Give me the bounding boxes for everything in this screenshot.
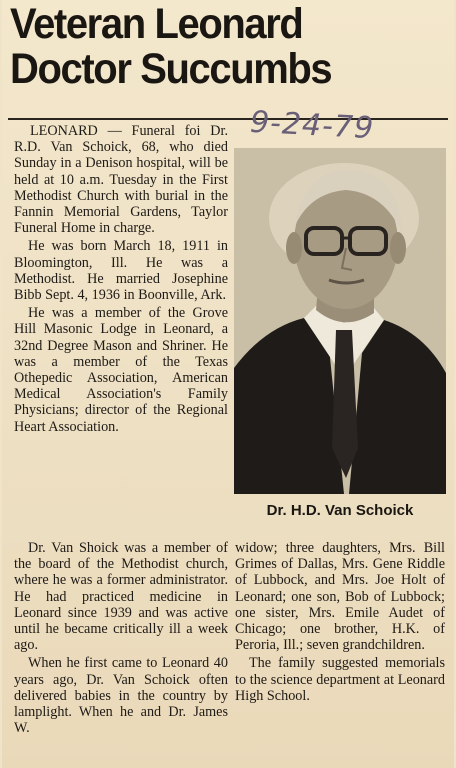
article-column-left-bottom: [14, 540, 228, 738]
photo-caption: Dr. H.D. Van Schoick: [266, 502, 414, 519]
portrait-photo: [234, 148, 446, 494]
paragraph-funeral: LEONARD — Funeral foi Dr. R.D. Van Schoick, 68, who died Sunday in a Denison hospital, will be held at 10 a.m. Tuesday in the First Methodist Church with burial in the Fannin Memorial Gardens, Taylor Funeral Home in charge.: [14, 123, 228, 237]
portrait-image: [234, 148, 446, 494]
paragraph-church-practice: Dr. Van Shoick was a member of the board of the Methodist church, where he was a former administrator. He had practiced medicine in Leonard since 1939 and was active until he became critically ill a week ago.: [14, 540, 228, 654]
newspaper-clipping: [2, 0, 454, 768]
paragraph-early-years: When he first came to Leonard 40 years ago, Dr. Van Schoick often delivered babies in the country by lamplight. When he and Dr. James W.: [14, 655, 228, 737]
headline-line-1: Veteran Leonard: [10, 0, 303, 48]
paragraph-memberships: He was a member of the Grove Hill Masonic Lodge in Leonard, a 32nd Degree Mason and Shriner. He was a member of the Texas Othepedic Association, American Medical Association's Family Physicians; director of the Regional Heart Association.: [14, 305, 228, 435]
paragraph-birth: He was born March 18, 1911 in Bloomington, Ill. He was a Methodist. He married Josephine Bibb Sept. 4, 1936 in Boonville, Ark.: [14, 238, 228, 304]
article-column-right-bottom: [235, 540, 445, 706]
paragraph-memorials: The family suggested memorials to the science department at Leonard High School.: [235, 655, 445, 704]
handwritten-date: 9-24-79: [249, 104, 375, 147]
paragraph-survivors: widow; three daughters, Mrs. Bill Grimes of Dallas, Mrs. Gene Riddle of Lubbock, and Mrs. Joe Holt of Leonard; one son, Bob of Lubbock; one sister, Mrs. Emile Audet of Chicago; one brother, H.K. of Peroria, Ill.; seven grandchildren.: [235, 540, 445, 654]
headline-rule: [8, 118, 448, 120]
headline-line-2: Doctor Succumbs: [10, 45, 332, 93]
headline: [10, 2, 419, 92]
article-column-left-top: [14, 123, 228, 437]
